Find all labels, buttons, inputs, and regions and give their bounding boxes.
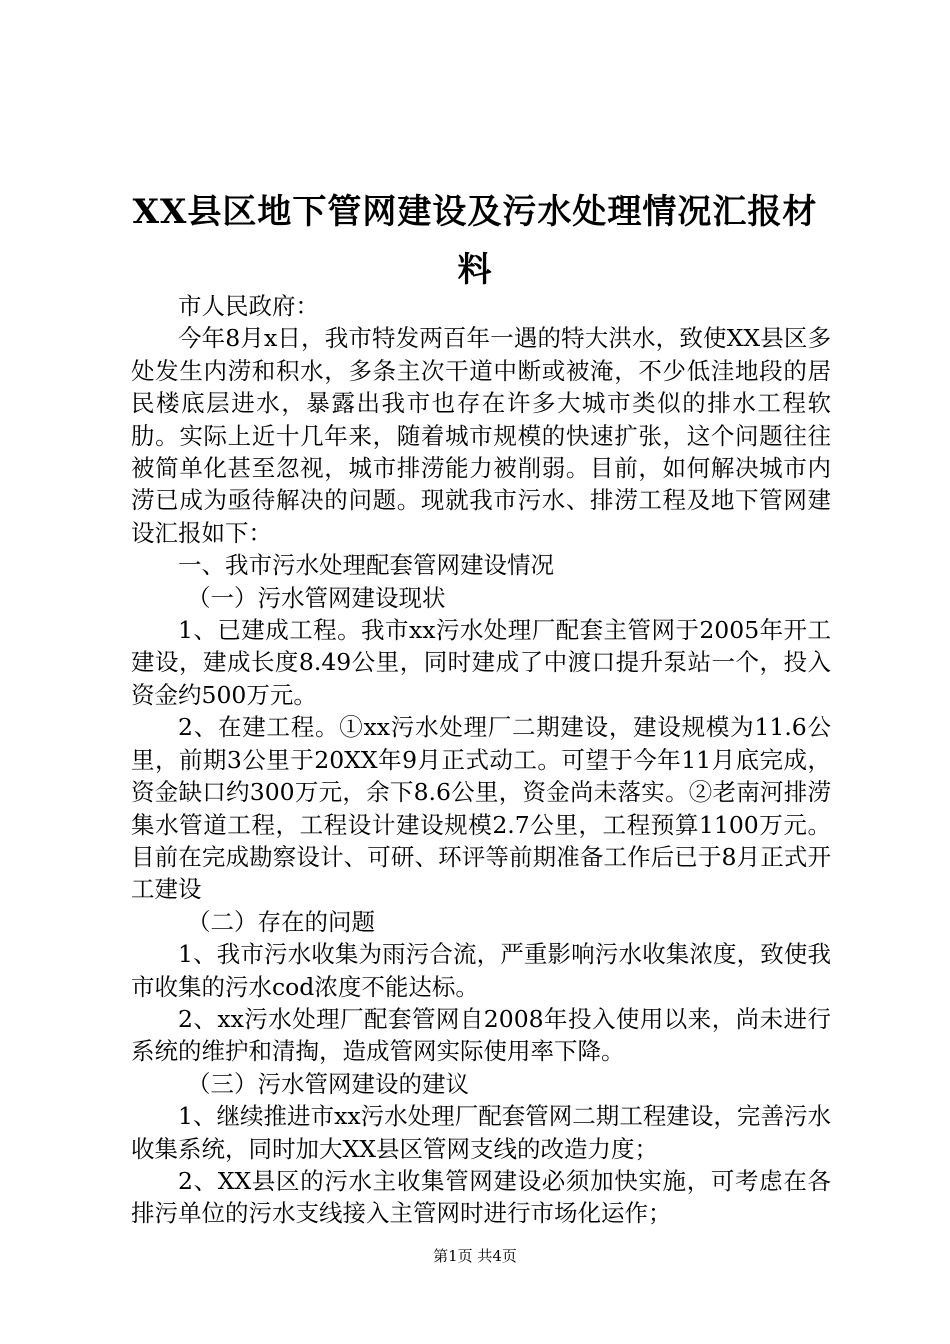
section-heading: 一、我市污水处理配套管网建设情况 — [178, 551, 554, 580]
document-title: XX县区地下管网建设及污水处理情况汇报材料 — [132, 192, 818, 290]
page-footer: 第1页 共4页 — [433, 1247, 517, 1265]
body-paragraph: 1、继续推进市xx污水处理厂配套管网二期工程建设，完善污水收集系统，同时加大XX县区管网支线的改造力度； — [131, 1102, 831, 1163]
body-paragraph: 2、在建工程。①xx污水处理厂二期建设，建设规模为11.6公里，前期3公里于20XX年9月正式动工。可望于今年11月底完成，资金缺口约300万元，余下8.6公里，资金尚未落实。②老南河排涝集水管道工程，工程设计建设规模2.7公里，工程预算1100万元。目前在完成勘察设计、可研、环评等前期准备工作后已于8月正式开工建设 — [131, 713, 831, 904]
body-paragraph: 2、XX县区的污水主收集管网建设必须加快实施，可考虑在各排污单位的污水支线接入主管网时进行市场化运作； — [131, 1166, 831, 1228]
intro-paragraph: 今年8月x日，我市特发两百年一遇的特大洪水，致使XX县区多处发生内涝和积水，多条主次干道中断或被淹，不少低洼地段的居民楼底层进水，暴露出我市也存在许多大城市类似的排水工程软肋。实际上近十几年来，随着城市规模的快速扩张，这个问题往往被简单化甚至忽视，城市排涝能力被削弱。目前，如何解决城市内涝已成为亟待解决的问题。现就我市污水、排涝工程及地下管网建设汇报如下： — [131, 324, 831, 547]
document-body — [131, 290, 831, 1230]
subsection-heading: （二）存在的问题 — [187, 907, 375, 936]
subsection-heading: （一）污水管网建设现状 — [187, 583, 446, 612]
subsection-heading: （三）污水管网建设的建议 — [187, 1069, 469, 1098]
body-paragraph: 1、我市污水收集为雨污合流，严重影响污水收集浓度，致使我市收集的污水cod浓度不能达标。 — [131, 940, 831, 1001]
salutation: 市人民政府： — [178, 292, 319, 320]
body-paragraph: 2、xx污水处理厂配套管网自2008年投入使用以来，尚未进行系统的维护和清掏，造成管网实际使用率下降。 — [131, 1004, 831, 1066]
body-paragraph: 1、已建成工程。我市xx污水处理厂配套主管网于2005年开工建设，建成长度8.49公里，同时建成了中渡口提升泵站一个，投入资金约500万元。 — [131, 616, 831, 709]
